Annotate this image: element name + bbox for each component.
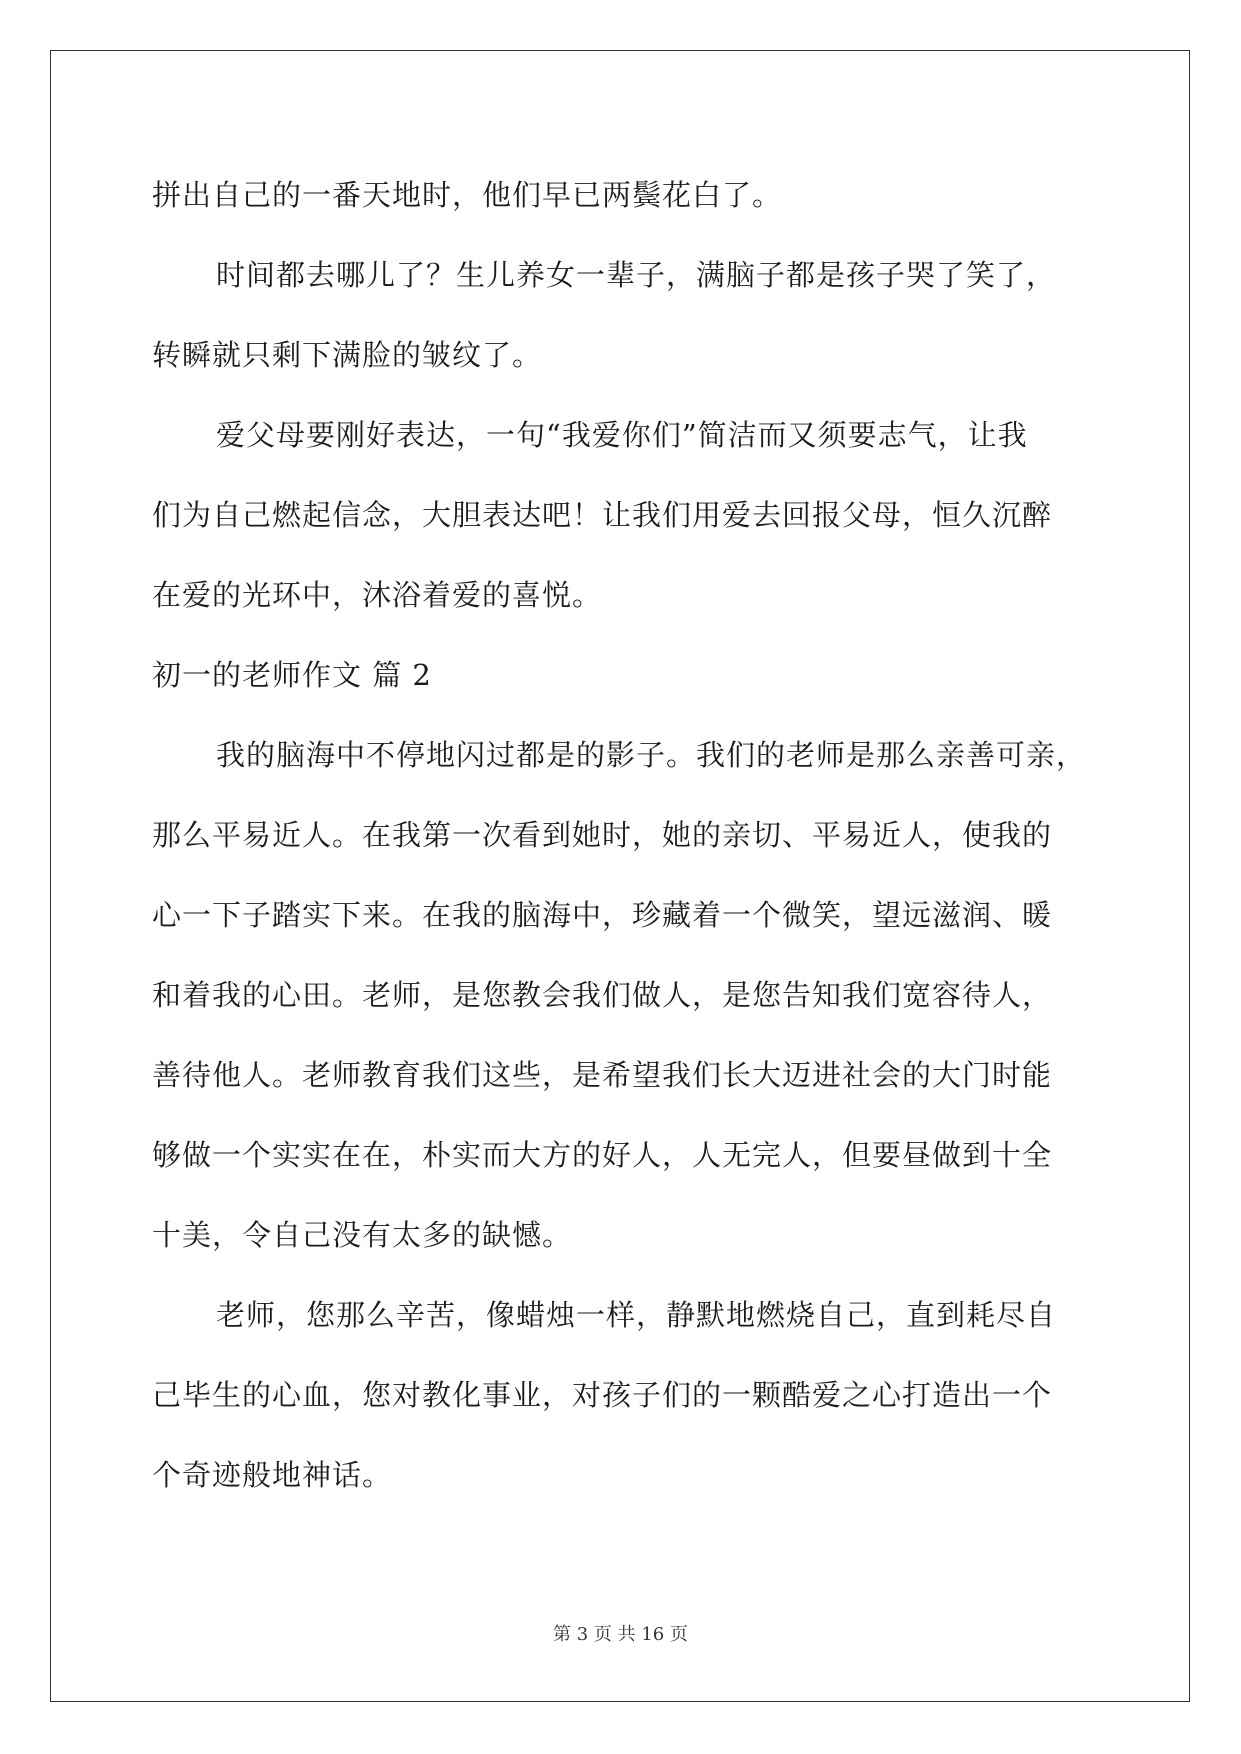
text-line: 老师，您那么辛苦，像蜡烛一样，静默地燃烧自己，直到耗尽自	[216, 1298, 1057, 1332]
text-line: 爱父母要刚好表达，一句“我爱你们”简洁而又须要志气，让我	[216, 418, 1028, 452]
text-line: 十美，令自己没有太多的缺憾。	[152, 1218, 573, 1252]
text-line: 心一下子踏实下来。在我的脑海中，珍藏着一个微笑，望远滋润、暖	[152, 898, 1053, 932]
document-body	[152, 155, 1092, 1515]
text-line: 转瞬就只剩下满脸的皱纹了。	[152, 338, 543, 372]
text-line: 时间都去哪儿了？生儿养女一辈子，满脑子都是孩子哭了笑了，	[216, 258, 1057, 292]
text-line: 那么平易近人。在我第一次看到她时，她的亲切、平易近人，使我的	[152, 818, 1053, 852]
text-line: 己毕生的心血，您对教化事业，对孩子们的一颗酷爱之心打造出一个	[152, 1378, 1053, 1412]
text-line: 拼出自己的一番天地时，他们早已两鬓花白了。	[152, 178, 783, 212]
text-line: 们为自己燃起信念，大胆表达吧！让我们用爱去回报父母，恒久沉醉	[152, 498, 1053, 532]
text-line: 我的脑海中不停地闪过都是的影子。我们的老师是那么亲善可亲，	[216, 738, 1087, 772]
section-heading: 初一的老师作文 篇 2	[152, 658, 432, 692]
text-line: 善待他人。老师教育我们这些，是希望我们长大迈进社会的大门时能	[152, 1058, 1053, 1092]
text-line: 够做一个实实在在，朴实而大方的好人，人无完人，但要昼做到十全	[152, 1138, 1053, 1172]
text-line: 和着我的心田。老师，是您教会我们做人，是您告知我们宽容待人，	[152, 978, 1053, 1012]
text-line: 个奇迹般地神话。	[152, 1458, 393, 1492]
text-line: 在爱的光环中，沐浴着爱的喜悦。	[152, 578, 603, 612]
page-footer: 第 3 页 共 16 页	[553, 1624, 688, 1645]
